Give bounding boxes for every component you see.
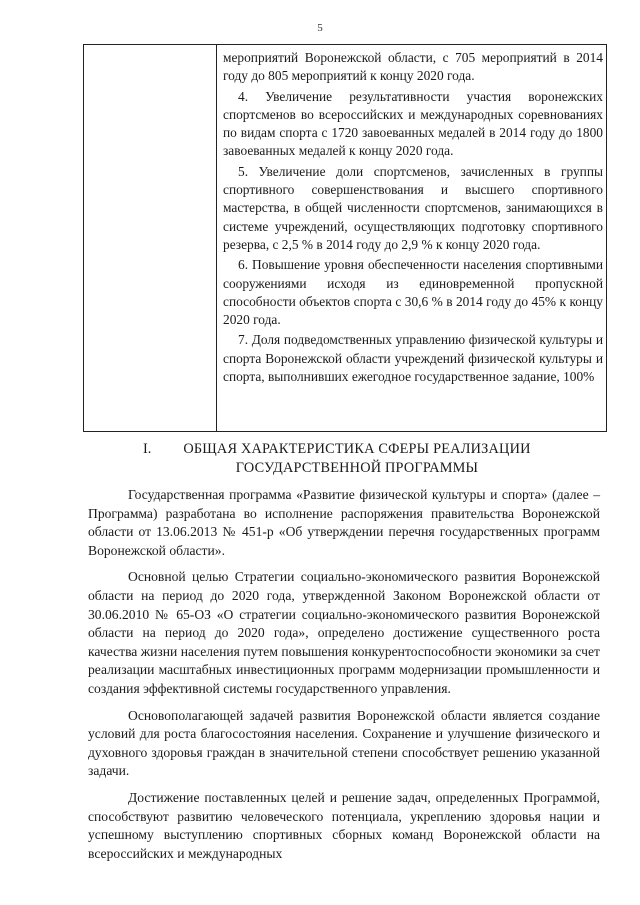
table-paragraph-item-6: 6. Повышение уровня обеспеченности населения спортивными сооружениями исходя из единовременной пропускной способности объектов спорта с 30,6 % в 2014 году до 45% к концу 2020 года. xyxy=(223,257,603,328)
table-column-divider xyxy=(216,44,217,432)
section-title-line-1: ОБЩАЯ ХАРАКТЕРИСТИКА СФЕРЫ РЕАЛИЗАЦИИ xyxy=(183,441,531,457)
table-paragraph-item-4: 4. Увеличение результативности участия воронежских спортсменов во всероссийских и международных соревнованиях по видам спорта с 1720 завоеванных медалей в 2014 году до 1800 завоеванных медалей к концу 2020 года. xyxy=(223,88,603,159)
table-paragraph-item-5: 5. Увеличение доли спортсменов, зачисленных в группы спортивного совершенствования и высшего спортивного мастерства, в общей численности спортсменов, занимающихся в системе учреждений, осуществляющих подготовку спортивного резерва, с 2,5 % в 2014 году до 2,9 % к концу 2020 года. xyxy=(223,163,603,252)
page-number: 5 xyxy=(317,22,323,34)
body-paragraph-2: Основной целью Стратегии социально-экономического развития Воронежской области на период до 2020 года, утвержденной Законом Воронежской области от 30.06.2010 № 65-ОЗ «О стратегии социально-экономического развития Воронежской области на период до 2020 года», определено достижение существенного роста качества жизни населения путем повышения конкурентоспособности экономики за счет реализации масштабных инвестиционных программ модернизации промышленности и создания эффективной системы государственного управления. xyxy=(88,569,600,696)
table-right-cell xyxy=(223,49,603,388)
section-heading xyxy=(83,440,607,478)
body-text xyxy=(88,486,600,871)
body-paragraph-4: Достижение поставленных целей и решение задач, определенных Программой, способствуют развитию человеческого потенциала, укреплению здоровья нации и успешному выступлению спортивных сборных команд Воронежской области на всероссийских и международных xyxy=(88,789,600,861)
table-paragraph-item-7: 7. Доля подведомственных управлению физической культуры и спорта Воронежской области учреждений физической культуры и спорта, выполнивших ежегодное государственное задание, 100% xyxy=(223,332,603,385)
body-paragraph-3: Основополагающей задачей развития Воронежской области является создание условий для роста благосостояния населения. Сохранение и улучшение физического и духовного здоровья граждан в значительной степени способствует решению указанной задачи. xyxy=(88,707,600,779)
body-paragraph-1: Государственная программа «Развитие физической культуры и спорта» (далее – Программа) разработана во исполнение распоряжения правительства Воронежской области от 13.06.2013 № 451-р «Об утверждении перечня государственных программ Воронежской области». xyxy=(88,487,600,558)
section-title-line-2: ГОСУДАРСТВЕННОЙ ПРОГРАММЫ xyxy=(235,460,479,476)
section-number: I. xyxy=(143,441,152,457)
table-paragraph-continuation: мероприятий Воронежской области, с 705 мероприятий в 2014 году до 805 мероприятий к концу 2020 года. xyxy=(223,50,603,84)
